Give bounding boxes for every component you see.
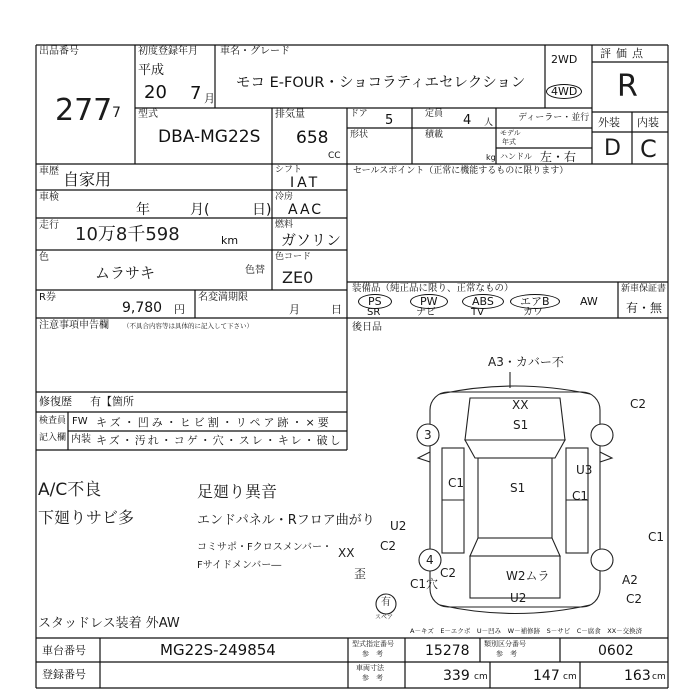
sales-point-label: セールスポイント（正常に機能するものに限ります） <box>353 166 569 176</box>
dealer-label: ディーラー・並行 <box>518 113 590 123</box>
vehicle-height-unit: cm <box>652 672 666 682</box>
notes-label: 注意事項申告欄 <box>39 320 109 331</box>
ac-label: 冷房 <box>275 192 294 202</box>
classification-ref: 参 考 <box>496 650 517 658</box>
classification-number: 0602 <box>598 643 634 659</box>
equipment-leather: カワ <box>523 307 543 318</box>
color: ムラサキ <box>95 264 156 282</box>
exterior-check-items: キズ・凹み・ヒビ割・リペア跡・×要 <box>96 416 332 429</box>
fuel-label: 燃料 <box>275 220 294 230</box>
exterior-grade: D <box>604 136 621 161</box>
inspection-label: 車検 <box>39 192 59 203</box>
steering-label: ハンドル <box>500 152 532 161</box>
diagram-mark: XX <box>512 398 529 412</box>
diagram-mark: C1 <box>648 530 665 544</box>
capacity: 4 <box>463 113 472 128</box>
recycle-label: R券 <box>39 292 56 303</box>
repair-history-label: 修復歴 <box>39 395 72 408</box>
interior-grade: C <box>640 135 657 163</box>
diagram-mark: C1穴 <box>410 577 439 591</box>
repair-history-value: 有【箇所 <box>90 395 134 408</box>
mileage-unit: km <box>221 234 239 247</box>
warranty-options: 有・無 <box>626 301 663 315</box>
first-registration-label: 初度登録年月 <box>138 46 198 57</box>
remark-underbody-rust: 下廻りサビ多 <box>38 508 135 527</box>
type-designation-label: 型式指定番号 <box>352 640 394 648</box>
type-designation-number: 15278 <box>425 643 470 659</box>
equipment-pw: PW <box>410 294 448 309</box>
inspector-label: 検査員 <box>39 416 67 426</box>
recycle-fee-unit: 円 <box>174 303 185 316</box>
registration-month-unit: 月 <box>204 92 215 105</box>
interior-check-label: 内装 <box>71 434 91 445</box>
car-name-label: 車名・グレード <box>220 46 290 57</box>
equipment-navi: ナビ <box>416 307 436 318</box>
name-change-month-unit: 月 <box>289 303 300 316</box>
equipment-ps: PS <box>358 294 392 309</box>
color-label: 色 <box>39 252 49 263</box>
model-code: DBA-MG22S <box>158 127 261 147</box>
type-designation-ref: 参 考 <box>362 650 383 658</box>
equipment-sr: SR <box>367 307 381 318</box>
fuel: ガソリン <box>281 231 342 249</box>
diagram-mark: C2 <box>626 592 643 606</box>
name-change-day-unit: 日 <box>331 303 342 316</box>
remark-core-support: コミサポ・Fクロスメンバー・ <box>197 542 333 553</box>
inspection-day-unit: 日) <box>252 202 272 218</box>
vehicle-length: 339 <box>443 668 470 684</box>
color-code: ZE0 <box>282 268 314 287</box>
remark-exchanged: XX <box>338 546 355 560</box>
exterior-check-label: FW <box>72 416 88 427</box>
color-change-label: 色替 <box>245 265 265 276</box>
diagram-mark: S1 <box>513 418 529 432</box>
damage-legend: A－キズ E－エクボ U－凹み W－補修跡 S－サビ C－腐食 XX－交換済 <box>410 627 643 635</box>
drive-2wd: 2WD <box>551 53 578 66</box>
ac-type: AAC <box>288 202 324 218</box>
vehicle-width: 147 <box>533 668 560 684</box>
color-code-label: 色コード <box>275 252 312 262</box>
displacement-label: 排気量 <box>275 109 305 120</box>
recycle-fee: 9,780 <box>122 300 163 316</box>
diagram-mark: U2 <box>510 591 527 605</box>
door-label: ドア <box>350 109 368 119</box>
displacement-unit: CC <box>328 151 341 161</box>
model-year-label-bottom: 年式 <box>502 138 516 146</box>
diagram-mark: U3 <box>576 463 593 477</box>
spare-tire-label: スペア <box>375 614 394 621</box>
diagram-mark: C2 <box>380 539 397 553</box>
remark-end-panel: エンドパネル・Rフロア曲がり <box>197 513 375 528</box>
displacement: 658 <box>296 128 329 148</box>
registration-era: 平成 <box>138 63 165 78</box>
capacity-label: 定員 <box>425 109 444 119</box>
steering-options: 左・右 <box>540 150 577 164</box>
diagram-mark: U2 <box>390 519 407 533</box>
mileage-label: 走行 <box>39 220 59 231</box>
vehicle-width-unit: cm <box>563 672 577 682</box>
diagram-mark: A2 <box>622 573 638 587</box>
notes-sublabel: （不具合内容等は具体的に記入して下さい） <box>123 322 253 330</box>
dimensions-ref: 参 考 <box>362 674 383 682</box>
interior-check-items: キズ・汚れ・コゲ・穴・スレ・キレ・破し <box>96 434 343 447</box>
lot-number-mark: 7 <box>112 105 121 121</box>
shift-label: シフト <box>275 165 303 175</box>
remark-distorted: 歪 <box>354 567 367 581</box>
grade-label: 評価点 <box>600 47 648 60</box>
model-code-label: 型式 <box>138 109 158 120</box>
later-items-label: 後日品 <box>352 322 382 333</box>
diagram-mark: C1 <box>572 489 589 503</box>
diagram-mark: C2 <box>440 566 457 580</box>
chassis-number: MG22S-249854 <box>160 641 276 659</box>
lot-number-label: 出品番号 <box>39 46 79 57</box>
mileage: 10万8千598 <box>75 224 180 245</box>
diagram-mark: W2ムラ <box>506 569 550 583</box>
interior-grade-label: 内装 <box>637 116 659 129</box>
car-name: モコ E-FOUR・ショコラティエセレクション <box>236 75 526 91</box>
diagram-mark: 3 <box>424 428 432 442</box>
equipment-aw: AW <box>580 295 598 308</box>
diagram-mark: S1 <box>510 481 526 495</box>
dimensions-label: 車両寸法 <box>356 664 384 672</box>
lot-number: 277 <box>55 93 113 128</box>
load-label: 積載 <box>425 130 444 140</box>
history-label: 車歴 <box>39 166 59 177</box>
remark-studless-tires: スタッドレス装着 外AW <box>38 616 180 631</box>
load-unit: kg <box>486 153 496 162</box>
exterior-grade-label: 外装 <box>598 116 620 129</box>
shift: IAT <box>290 175 321 191</box>
body-shape-label: 形状 <box>350 130 369 140</box>
classification-label: 類別区分番号 <box>484 640 526 648</box>
equipment-tv: TV <box>471 307 484 318</box>
name-change-deadline-label: 名変満期限 <box>198 292 248 303</box>
drive-4wd-circled: 4WD <box>546 84 582 99</box>
inspection-month-unit: 月( <box>190 202 210 218</box>
equipment-label: 装備品（純正品に限り、正常なもの） <box>352 283 514 294</box>
spare-tire-mark: 有 <box>381 597 391 608</box>
door-count: 5 <box>385 113 394 128</box>
chassis-number-label: 車台番号 <box>42 644 86 657</box>
remark-side-member: Fサイドメンバー― <box>197 560 282 571</box>
overall-grade: R <box>617 69 638 104</box>
registration-number-label: 登録番号 <box>42 668 86 681</box>
capacity-unit: 人 <box>484 118 494 128</box>
equipment-abs: ABS <box>462 294 504 309</box>
equipment-airbag: エアB <box>510 294 560 309</box>
vehicle-height: 163 <box>624 668 651 684</box>
remark-suspension-noise: 足廻り異音 <box>197 482 278 501</box>
diagram-front-note: A3・カバー不 <box>488 355 564 369</box>
model-year-label-top: モデル <box>500 129 521 137</box>
diagram-mark: C1 <box>448 476 465 490</box>
registration-year: 20 <box>144 82 167 103</box>
vehicle-history: 自家用 <box>63 170 112 189</box>
registration-month: 7 <box>190 83 202 104</box>
inspector-entry-label: 記入欄 <box>39 433 67 443</box>
vehicle-length-unit: cm <box>474 672 488 682</box>
diagram-mark: C2 <box>630 397 647 411</box>
remark-ac-fault: A/C不良 <box>38 480 102 500</box>
diagram-mark: 4 <box>426 553 434 567</box>
inspection-year-unit: 年 <box>136 202 150 218</box>
warranty-label: 新車保証書 <box>621 284 667 294</box>
